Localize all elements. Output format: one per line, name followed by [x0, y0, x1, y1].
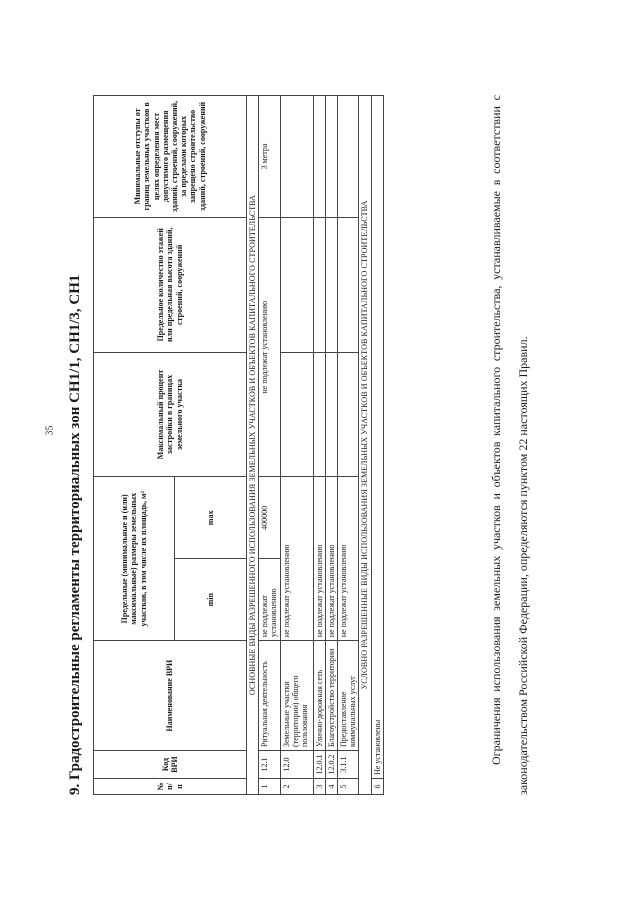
table-row: [280, 96, 313, 795]
section-title: 9. Градостроительные регламенты территориальных зон СН1/1, СН1/3, СН1: [67, 274, 83, 795]
header-size: Предельные (минимальные и (или) максимальные) размеры земельных участков, в том числе их площадь, м²: [94, 477, 175, 641]
row-setback: 3 метра: [259, 96, 280, 218]
page-number: 35: [44, 425, 56, 436]
header-max: max: [175, 477, 247, 559]
table-row: [325, 96, 337, 795]
row-num: 4: [325, 779, 337, 795]
row-name: Земельные участки (территории) общего пользования: [280, 641, 313, 751]
row-code: 12.0.2: [325, 751, 337, 779]
row-value: Не установлены: [371, 96, 383, 779]
row-value: не подлежат установлению: [337, 477, 358, 641]
rotated-content: [65, 50, 535, 850]
row-max: 400000: [259, 477, 280, 559]
section-conditional-label: УСЛОВНО РАЗРЕШЕННЫЕ ВИДЫ ИСПОЛЬЗОВАНИЯ ЗЕМЕЛЬНЫХ УЧАСТКОВ И ОБЪЕКТОВ КАПИТАЛЬНОГО СТРОИТЕЛЬСТВА: [359, 96, 371, 795]
header-min: min: [175, 559, 247, 641]
row-value: не подлежат установлению: [325, 477, 337, 641]
section-row-conditional: [359, 96, 371, 795]
header-code: Код ВРИ: [94, 751, 247, 779]
section-main-label: ОСНОВНЫЕ ВИДЫ РАЗРЕШЕННОГО ИСПОЛЬЗОВАНИЯ ЗЕМЕЛЬНЫХ УЧАСТКОВ И ОБЪЕКТОВ КАПИТАЛЬНОГО СТРОИТЕЛЬСТВА: [247, 96, 259, 795]
row-num: 1: [259, 779, 280, 795]
row-value: не подлежат установлению: [280, 477, 313, 641]
table-row: [313, 96, 325, 795]
regulations-table: [93, 95, 384, 795]
row-code: 3.1.1: [337, 751, 358, 779]
row-name: Ритуальная деятельность: [259, 641, 280, 751]
row-name: Благоустройство территории: [325, 641, 337, 751]
footer-paragraph: Ограничения использования земельных участков и объектов капитального строительства, устанавливаемые в соответствии с законодательством Российской Федерации, определяются пунктом 22 настоящих Правил.: [489, 95, 530, 795]
row-num: 5: [337, 779, 358, 795]
header-num: № п/п: [94, 779, 247, 795]
row-num: 3: [313, 779, 325, 795]
row-num: 2: [280, 779, 313, 795]
row-min: не подлежат установлению: [259, 559, 280, 641]
table-row: [371, 96, 383, 795]
section-row-main: [247, 96, 259, 795]
row-code: 12.0: [280, 751, 313, 779]
table-header-row: [94, 96, 175, 795]
table-row: [259, 96, 280, 795]
table-row: [337, 96, 358, 795]
row-value: не подлежат установлению: [313, 477, 325, 641]
header-setback: Минимальные отступы от границ земельных участков в целях определения мест допустимого размещения зданий, строений, сооружений, за пределами которых запрещено строительство зданий, строений, сооружений: [94, 96, 247, 218]
header-floors: Предельное количество этажей или предельная высота зданий, строений, сооружений: [94, 217, 247, 352]
row-code: 12.1: [259, 751, 280, 779]
row-code: 12.0.1: [313, 751, 325, 779]
row-name: Улично-дорожная сеть: [313, 641, 325, 751]
row-percent-floors: не подлежат установлению: [259, 217, 280, 477]
header-percent: Максимальный процент застройки в границах земельного участка: [94, 352, 247, 477]
row-num: 6: [371, 779, 383, 795]
row-name: Предоставление коммунальных услуг: [337, 641, 358, 751]
header-name: Наименование ВРИ: [94, 641, 247, 751]
